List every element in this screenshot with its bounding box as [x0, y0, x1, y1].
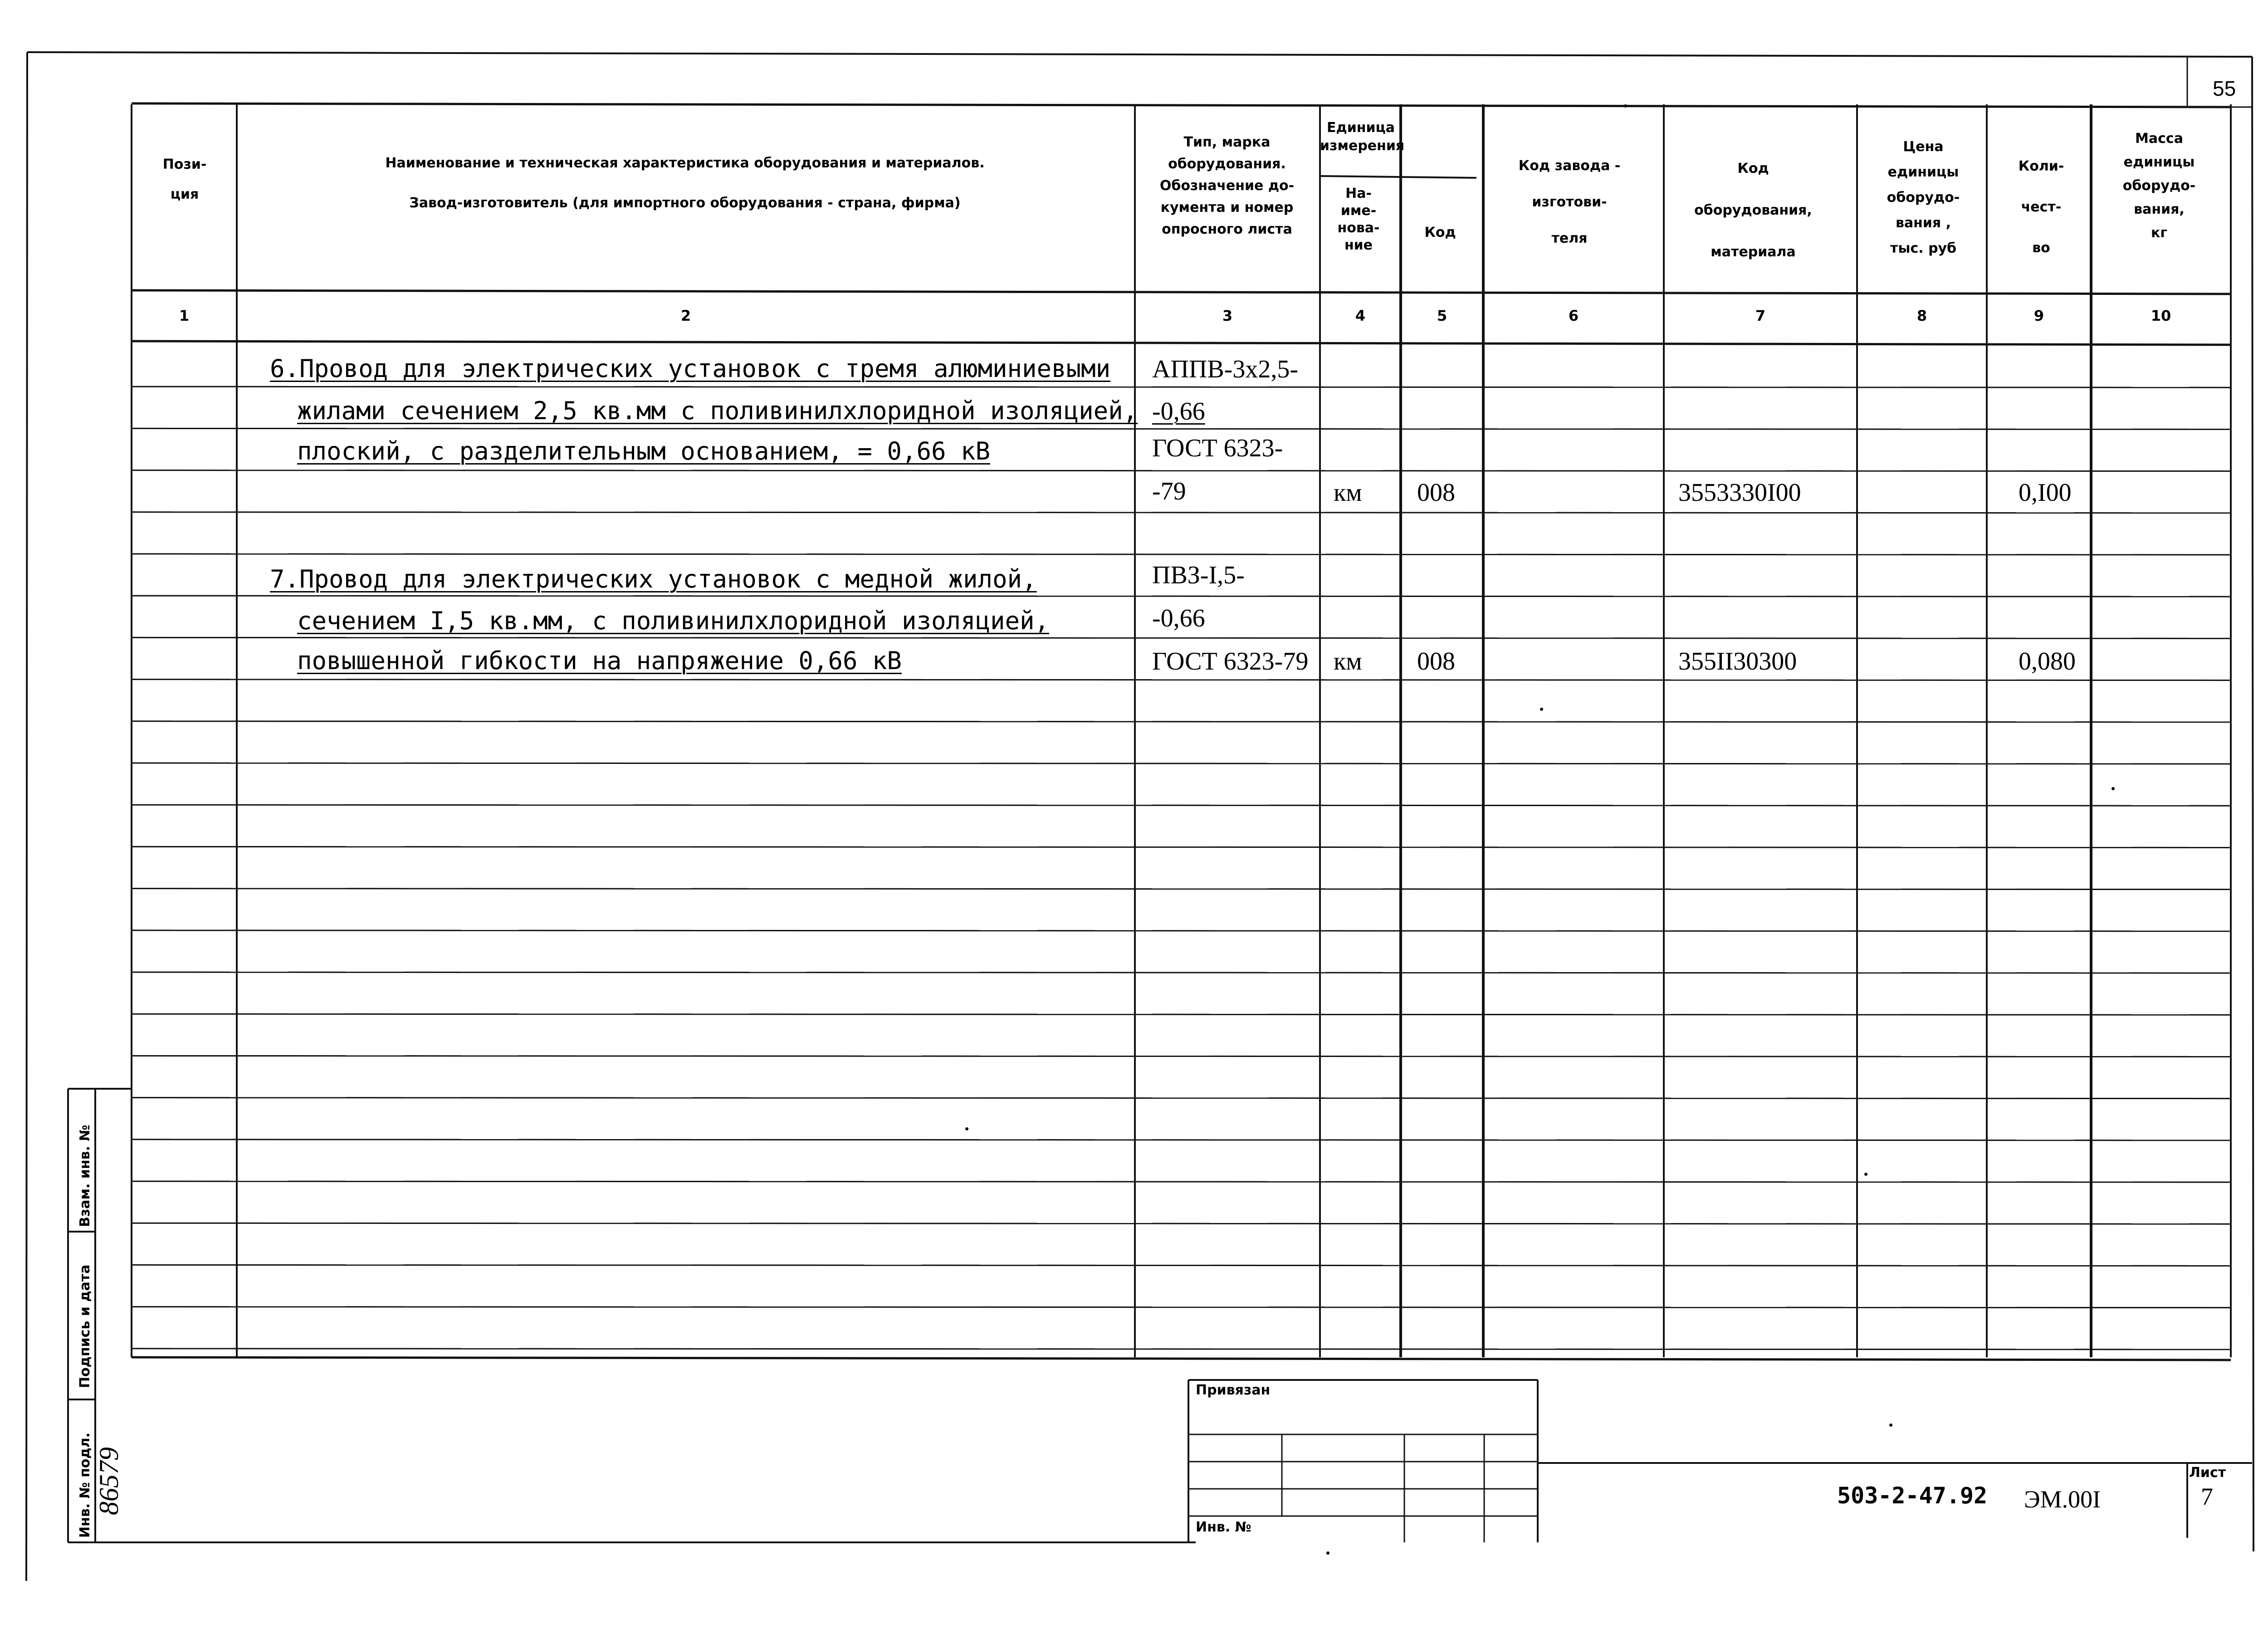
grid-line [132, 1223, 2231, 1224]
item-description-line: сечением I,5 кв.мм, с поливинилхлоридной изоляцией, [297, 607, 1050, 635]
header-unit-price: Цена единицы оборудо- вания , тыс. руб [1887, 139, 1960, 256]
item-unit: км [1334, 479, 1362, 507]
document-code: 503-2-47.92 [1837, 1482, 1988, 1509]
item-description-line: плоский, с разделительным основанием, = 0,66 кВ [297, 437, 991, 465]
grid-line [132, 1265, 2231, 1266]
inv-no-label: Инв. № [1196, 1519, 1251, 1535]
grid-line [132, 1349, 2231, 1350]
header-name-description: Наименование и техническая характеристика оборудования и материалов. Завод-изготовитель (для импортного оборудования - страна, фирма) [385, 155, 985, 211]
grid-line [132, 1098, 2231, 1099]
grid-line [132, 470, 2231, 471]
item-type-line: -0,66 [1152, 397, 1205, 426]
column-number: 3 [1222, 307, 1233, 324]
header-unit-mass: Масса единицы оборудо- вания, кг [2122, 131, 2196, 241]
item-material-code: 3553330I00 [1678, 479, 1801, 507]
column-number: 5 [1437, 307, 1447, 324]
grid-line [132, 1357, 2231, 1360]
grid-line [132, 972, 2231, 973]
sheet-code: ЭМ.00I [2024, 1486, 2101, 1513]
grid-line [132, 637, 2231, 638]
scan-speck [1326, 1551, 1330, 1555]
column-number: 6 [1568, 307, 1579, 324]
grid-line [132, 1014, 2231, 1015]
privyazan-label: Привязан [1196, 1382, 1271, 1398]
page-number: 55 [2213, 77, 2236, 100]
item-unit: км [1334, 647, 1362, 675]
item-unit-code: 008 [1417, 647, 1455, 675]
grid-line [132, 1307, 2231, 1308]
sheet-label: Лист [2189, 1465, 2226, 1481]
header-position: Пози- ция [162, 157, 207, 202]
inv-podl-label: Инв. № подл. [77, 1432, 93, 1538]
header-type-mark: Тип, марка оборудования. Обозначение до- кумента и номер опросного листа [1159, 134, 1295, 237]
signature-date-label: Подпись и дата [77, 1264, 93, 1388]
column-number: 9 [2033, 307, 2044, 324]
sheet-number: 7 [2201, 1483, 2213, 1510]
item-description-line: 6.Провод для электрических установок с тремя алюминиевыми [270, 354, 1111, 383]
scan-speck [1624, 104, 1627, 108]
grid-line [132, 341, 2231, 345]
grid-line [132, 889, 2231, 890]
grid-line [132, 1181, 2231, 1182]
grid-line [1320, 176, 1476, 178]
item-description-line: 7.Провод для электрических установок с медной жилой, [270, 565, 1037, 593]
column-number: 4 [1355, 307, 1366, 324]
item-material-code: 355II30300 [1678, 647, 1797, 675]
grid-line [132, 554, 2231, 555]
header-unit-name: На- име- нова- ние [1337, 186, 1380, 253]
scan-speck [1540, 708, 1543, 711]
item-type-line: АППВ-3х2,5- [1152, 355, 1298, 383]
item-type-line: -79 [1152, 477, 1186, 505]
grid-line [132, 763, 2231, 764]
item-quantity: 0,I00 [2019, 479, 2072, 507]
grid-line [132, 386, 2231, 387]
grid-line [132, 428, 2231, 429]
header-manufacturer-code: Код завода - изготови- теля [1518, 158, 1621, 246]
header-quantity: Коли- чест- во [2018, 158, 2064, 256]
item-type-line: -0,66 [1152, 604, 1205, 632]
column-number: 2 [680, 307, 691, 324]
inv-podl-value: 86579 [94, 1447, 124, 1515]
grid-line [27, 52, 2252, 57]
grid-line [132, 596, 2231, 597]
item-description-line: жилами сечением 2,5 кв.мм с поливинилхлоридной изоляцией, [297, 396, 1138, 425]
vzam-inv-label: Взам. инв. № [77, 1125, 93, 1227]
column-number: 7 [1755, 307, 1766, 324]
grid-line [132, 1056, 2231, 1057]
grid-line [132, 805, 2231, 806]
grid-line [132, 846, 2231, 847]
item-unit-code: 008 [1417, 479, 1455, 507]
item-quantity: 0,080 [2019, 647, 2076, 675]
grid-line [132, 930, 2231, 931]
header-unit-code: Код [1424, 225, 1456, 240]
scan-speck [965, 1127, 968, 1130]
scan-speck [1889, 1424, 1892, 1427]
grid-line [2252, 57, 2253, 1551]
grid-line [26, 52, 27, 1581]
grid-line [132, 512, 2231, 513]
grid-line [132, 721, 2231, 722]
column-number: 1 [179, 307, 190, 324]
item-type-line: ГОСТ 6323- [1152, 434, 1283, 462]
grid-line [132, 290, 2231, 294]
item-description-line: повышенной гибкости на напряжение 0,66 кВ [297, 646, 902, 675]
item-type-line: ПВЗ-I,5- [1152, 561, 1245, 589]
header-unit-group: Единица измерения [1320, 120, 1405, 154]
column-number: 8 [1916, 307, 1927, 324]
scan-speck [1864, 1173, 1867, 1176]
grid-line [132, 103, 2231, 107]
column-number: 10 [2151, 307, 2171, 324]
header-equipment-code: Код оборудования, материала [1694, 161, 1812, 260]
scan-speck [2112, 787, 2115, 790]
item-type-line: ГОСТ 6323-79 [1152, 647, 1309, 675]
